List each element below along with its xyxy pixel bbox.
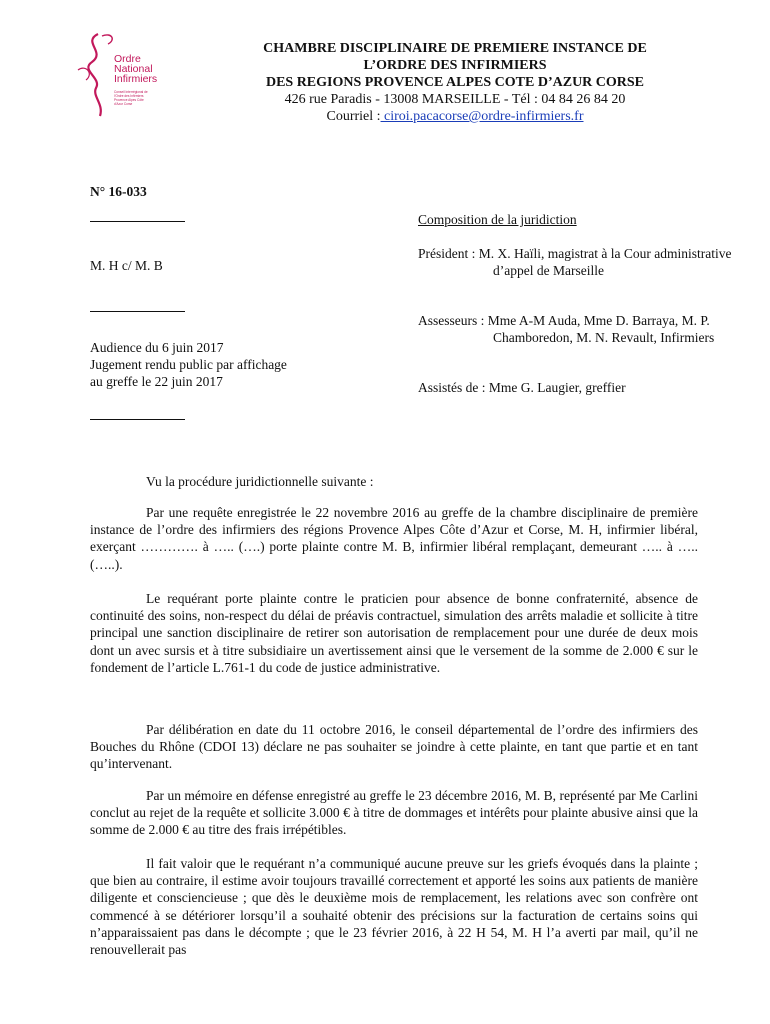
paragraph-4: Par délibération en date du 11 octobre 2016, le conseil départemental de l’ordre des infirmiers des Bouches du Rhône (CDOI 13) déclare ne pas souhaiter se joindre à cette plainte, en tant que partie et en tant qu’intervenant. — [90, 722, 698, 772]
paragraph-6: Il fait valoir que le requérant n’a communiqué aucune preuve sur les griefs évoqués dans la plainte ; que bien au contraire, il estime avoir toujours travaillé correctement et apporté les soins aux patients de manière diligente et consciencieuse ; que dès le deuxième mois de remplacement, les relations avec son confrère ont commencé à se détériorer lorsqu’il a souhaité obtenir des précisions sur la facturation de certains soins qui n’apparaissaient pas dans le décompte ; que le 23 février 2016, à 22 H 54, M. H l’a averti par mail, qu’il ne renouvellerait pas — [90, 856, 698, 958]
assistes: Assistés de : Mme G. Laugier, greffier — [418, 380, 626, 395]
header-line-1: CHAMBRE DISCIPLINAIRE DE PREMIERE INSTANCE DE — [263, 41, 647, 56]
divider-2 — [90, 311, 185, 312]
email-label: Courriel : — [326, 109, 381, 124]
paragraph-3: Le requérant porte plainte contre le praticien pour absence de bonne confraternité, absence de continuité des soins, non-respect du délai de préavis contractuel, simulation des arrêts maladie et sollicite à titre principal une sanction disciplinaire de retirer son autorisation de remplacement pour une durée de deux mois dont un avec sursis et à titre subsidiaire un avertissement ainsi que le versement de la somme de 2.000 € sur le fondement de l’article L.761-1 du code de justice administrative. — [90, 591, 698, 675]
logo-line-infirmiers: Infirmiers — [114, 73, 158, 85]
header-address: 426 rue Paradis - 13008 MARSEILLE - Tél : 04 84 26 84 20 — [284, 92, 626, 107]
email-link[interactable]: ciroi.pacacorse@ordre-infirmiers.fr — [380, 109, 584, 124]
paragraph-2: Par une requête enregistrée le 22 novembre 2016 au greffe de la chambre disciplinaire de première instance de l’ordre des infirmiers des régions Provence Alpes Côte d’Azur et Corse, M. H, infirmier libéral, exerçant …………. à ….. (….) porte plainte contre M. B, infirmier libéral remplaçant, demeurant ….. à ….. (…..). — [90, 505, 698, 572]
president: Président : M. X. Haïli, magistrat à la Cour administrative d’appel de Marseille — [418, 246, 732, 278]
case-number: N° 16-033 — [90, 184, 147, 199]
parties: M. H c/ M. B — [90, 258, 163, 273]
logo-subtitle: Conseil Interrégional de l'Ordre des Infirmiers Provence Alpes Côte d'Azur Corse — [114, 90, 148, 106]
judgment-line-2: au greffe le 22 juin 2017 — [90, 374, 223, 389]
header-line-3: DES REGIONS PROVENCE ALPES COTE D’AZUR CORSE — [265, 75, 645, 90]
court-header — [230, 40, 680, 125]
ordre-infirmiers-logo — [72, 30, 158, 110]
logo-line-ordre: Ordre — [114, 53, 141, 65]
assesseurs: Assesseurs : Mme A-M Auda, Mme D. Barraya, M. P. Chamboredon, M. N. Revault, Infirmiers — [418, 313, 715, 345]
paragraph-5: Par un mémoire en défense enregistré au greffe le 23 décembre 2016, M. B, représenté par Me Carlini conclut au rejet de la requête et sollicite 3.000 € à titre de dommages et intérêts pour plainte abusive ainsi que la somme de 2.000 € au titre des frais irrépétibles. — [90, 788, 698, 838]
logo-line-national: National — [114, 63, 153, 75]
hearing-date: Audience du 6 juin 2017 — [90, 340, 224, 355]
header-email-row — [230, 108, 680, 125]
divider-1 — [90, 221, 185, 222]
divider-3 — [90, 419, 185, 420]
header-line-2: L’ORDRE DES INFIRMIERS — [363, 58, 547, 73]
judgment-line-1: Jugement rendu public par affichage — [90, 357, 287, 372]
paragraph-1: Vu la procédure juridictionnelle suivante : — [146, 474, 374, 489]
composition-title: Composition de la juridiction — [418, 212, 577, 227]
